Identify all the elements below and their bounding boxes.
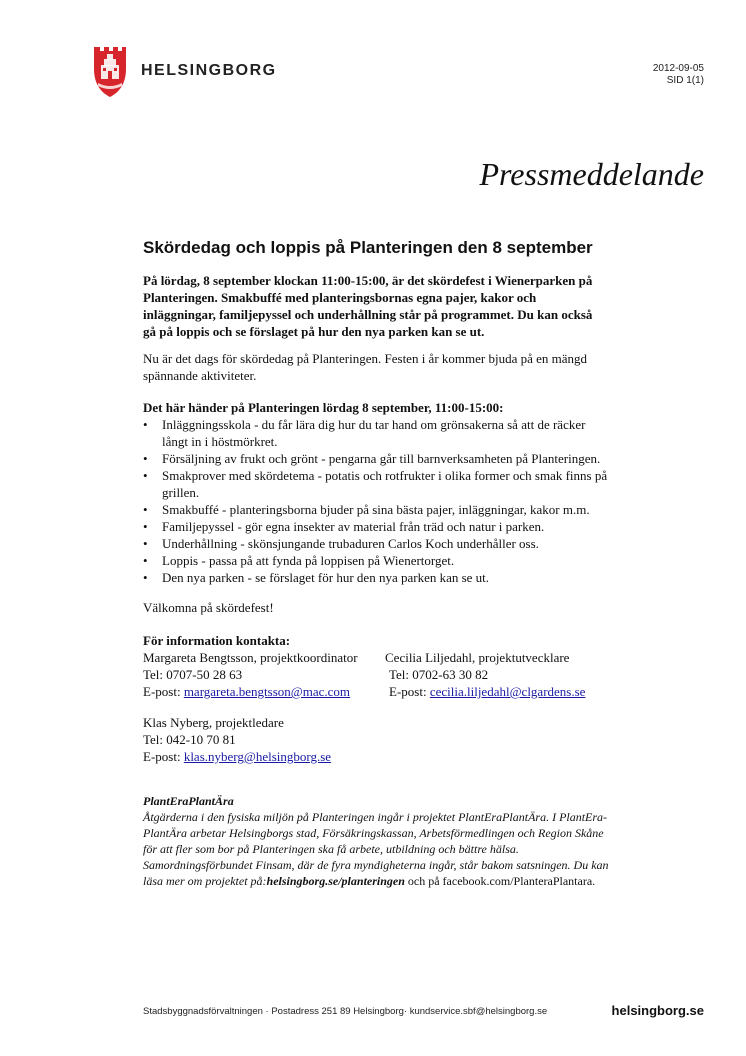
contact-heading: För information kontakta:: [143, 633, 291, 648]
helsingborg-crest-logo: [92, 45, 128, 99]
document-meta: [653, 63, 704, 87]
list-item: • Smakprover med skördetema - potatis och rotfrukter i olika former och smak finns på grillen.: [143, 468, 608, 500]
contact-email: E-post: klas.nyberg@helsingborg.se: [143, 749, 332, 764]
contact-name: Cecilia Liljedahl, projektutvecklare: [385, 650, 570, 665]
list-item: • Familjepyssel - gör egna insekter av material från träd och natur i parken.: [143, 519, 545, 534]
bullet-icon: •: [143, 570, 148, 585]
bullet-icon: •: [143, 451, 148, 466]
document-date: 2012-09-05: [652, 63, 704, 74]
contact-phone: Tel: 042-10 70 81: [143, 732, 236, 747]
contact-phone: Tel: 0707-50 28 63: [143, 667, 243, 682]
contact-email: E-post: cecilia.liljedahl@clgardens.se: [389, 684, 586, 699]
list-item: • Underhållning - skönsjungande trubaduren Carlos Koch underhåller oss.: [143, 536, 539, 551]
welcome-text: Välkomna på skördefest!: [143, 600, 274, 615]
project-link[interactable]: helsingborg.se/planteringen: [266, 874, 405, 888]
lead-paragraph: På lördag, 8 september klockan 11:00-15:00, är det skördefest i Wienerparken på Planteringen. Smakbuffé med planteringsbornas egna pajer, kakor och inläggningar, familjepyssel och underhållning står på programmet. Du kan också gå på loppis och se förslaget på hur den nya parken kan se ut.: [143, 273, 593, 339]
bullet-icon: •: [143, 519, 148, 534]
contact-name: Margareta Bengtsson, projektkoordinator: [143, 650, 358, 665]
bullet-icon: •: [143, 536, 148, 551]
email-link[interactable]: cecilia.liljedahl@clgardens.se: [429, 684, 586, 699]
list-item: • Smakbuffé - planteringsborna bjuder på sina bästa pajer, inläggningar, kakor m.m.: [143, 502, 590, 517]
events-list: [143, 416, 613, 586]
document-type-title: Pressmeddelande: [479, 156, 704, 192]
contact-phone: Tel: 0702-63 30 82: [389, 667, 489, 682]
project-name: PlantEraPlantÄra: [143, 794, 234, 808]
headline: Skördedag och loppis på Planteringen den 8 september: [143, 238, 593, 257]
intro-paragraph: Nu är det dags för skördedag på Planteringen. Festen i år kommer bjuda på en mängd spännande aktiviteter.: [143, 351, 588, 383]
contact-name: Klas Nyberg, projektledare: [143, 715, 284, 730]
list-item: • Loppis - passa på att fynda på loppisen på Wienertorget.: [143, 553, 455, 568]
email-link[interactable]: margareta.bengtsson@mac.com: [183, 684, 351, 699]
org-name: HELSINGBORG: [141, 62, 277, 79]
bullet-icon: •: [143, 468, 148, 483]
project-description: Åtgärderna i den fysiska miljön på Planteringen ingår i projektet PlantEraPlantÄra. I PlantEra-PlantÄra arbetar Helsingborgs stad, Försäkringskassan, Arbetsförmedlingen och Region Skåne för att fler som bor på Planteringen ska få arbete, utbildning och bättre hälsa. Samordningsförbundet Finsam, där de fyra myndigheterna ingår, står bakom satsningen. Du kan läsa mer om projektet på:helsingborg.se/planteringen och på facebook.com/PlanteraPlantara.: [143, 810, 609, 888]
contact-card: [143, 714, 331, 765]
events-heading: Det här händer på Planteringen lördag 8 september, 11:00-15:00:: [143, 400, 504, 415]
list-item: • Inläggningsskola - du får lära dig hur du tar hand om grönsakerna så att de räcker långt in i höstmörkret.: [143, 417, 586, 449]
list-item: • Försäljning av frukt och grönt - pengarna går till barnverksamheten på Planteringen.: [143, 451, 601, 466]
project-info: [143, 793, 613, 889]
contact-card: [385, 649, 585, 700]
list-item: • Den nya parken - se förslaget för hur den nya parken kan se ut.: [143, 570, 490, 585]
footer-address: Stadsbyggnadsförvaltningen · Postadress 251 89 Helsingborg· kundservice.sbf@helsingborg.se: [143, 1006, 548, 1017]
footer-website[interactable]: helsingborg.se: [611, 1003, 704, 1018]
bullet-icon: •: [143, 417, 148, 432]
email-link[interactable]: klas.nyberg@helsingborg.se: [183, 749, 332, 764]
contact-email: E-post: margareta.bengtsson@mac.com: [143, 684, 351, 699]
bullet-icon: •: [143, 553, 148, 568]
bullet-icon: •: [143, 502, 148, 517]
contact-card: [143, 649, 358, 700]
page-number: SID 1(1): [666, 75, 704, 86]
